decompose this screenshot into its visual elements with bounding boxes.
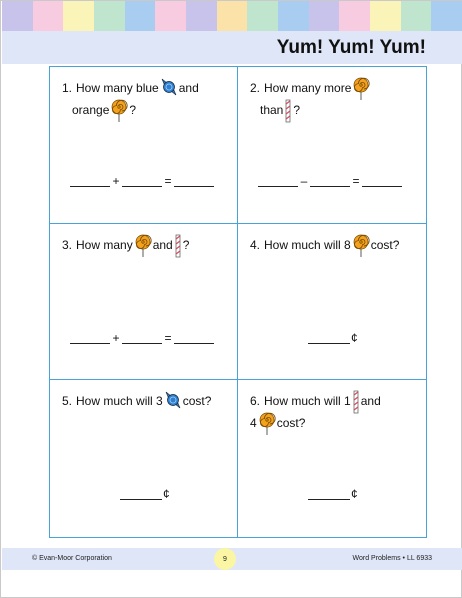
blue-wrapped-candy-icon xyxy=(164,390,182,412)
question-text: cost? xyxy=(276,416,306,431)
striped-candy-stick-icon xyxy=(352,390,360,412)
answer-blank[interactable] xyxy=(120,488,162,500)
problem-2 xyxy=(238,67,426,224)
color-stripe xyxy=(186,1,217,31)
answer-cents xyxy=(308,488,358,500)
question-text: than xyxy=(260,103,284,117)
question-text: How much will 1 xyxy=(264,394,351,409)
color-stripe xyxy=(278,1,309,31)
answer-cents xyxy=(120,488,170,500)
answer-blank[interactable] xyxy=(70,332,110,344)
color-stripe xyxy=(2,1,33,31)
problem-number: 4. xyxy=(250,237,261,252)
orange-lollipop-icon xyxy=(352,77,370,99)
operator: = xyxy=(164,330,172,345)
question-text: cost? xyxy=(370,237,400,252)
page-title: Yum! Yum! Yum! xyxy=(276,36,426,58)
color-stripe xyxy=(125,1,156,31)
question-text: orange xyxy=(72,103,110,117)
color-stripe xyxy=(247,1,278,31)
operator: – xyxy=(300,174,308,188)
operator: = xyxy=(352,174,360,188)
question-text: ? xyxy=(129,103,137,117)
problem-4 xyxy=(238,224,426,381)
answer-equation xyxy=(70,175,214,187)
title-band xyxy=(2,31,462,64)
question-text: 4 xyxy=(250,416,257,431)
problem-1-question xyxy=(62,77,199,121)
question-text: How many blue xyxy=(76,81,159,95)
color-stripe xyxy=(339,1,370,31)
question-text: How much will 8 xyxy=(264,237,351,252)
color-stripe xyxy=(217,1,248,31)
problem-number: 3. xyxy=(62,237,73,252)
problem-number: 6. xyxy=(250,394,261,409)
color-stripe xyxy=(309,1,340,31)
color-stripe xyxy=(63,1,94,31)
page-number-badge: 9 xyxy=(214,548,236,570)
pastel-color-strip xyxy=(2,1,462,31)
color-stripe xyxy=(370,1,401,31)
problem-3-question xyxy=(62,234,189,256)
orange-lollipop-icon xyxy=(352,234,370,256)
answer-blank[interactable] xyxy=(122,332,162,344)
striped-candy-stick-icon xyxy=(284,99,292,121)
problems-grid xyxy=(49,66,427,538)
orange-lollipop-icon xyxy=(258,412,276,434)
answer-blank[interactable] xyxy=(258,175,298,187)
problem-5 xyxy=(50,380,238,537)
answer-blank[interactable] xyxy=(362,175,402,187)
question-text: and xyxy=(152,237,173,252)
problem-number: 1. xyxy=(62,81,73,95)
cents-symbol: ¢ xyxy=(163,487,170,502)
problem-number: 5. xyxy=(62,394,73,409)
page-footer xyxy=(2,548,462,570)
orange-lollipop-icon xyxy=(110,99,128,121)
answer-blank[interactable] xyxy=(174,175,214,187)
question-text: ? xyxy=(293,103,301,117)
problem-2-question xyxy=(250,77,371,121)
operator: + xyxy=(112,174,120,188)
copyright-text: © Evan-Moor Corporation xyxy=(32,555,112,562)
operator: + xyxy=(112,330,120,345)
answer-blank[interactable] xyxy=(70,175,110,187)
problem-3 xyxy=(50,224,238,381)
color-stripe xyxy=(94,1,125,31)
answer-blank[interactable] xyxy=(174,332,214,344)
answer-blank[interactable] xyxy=(122,175,162,187)
color-stripe xyxy=(431,1,462,31)
problem-6-question xyxy=(250,390,381,434)
striped-candy-stick-icon xyxy=(174,234,182,256)
answer-blank[interactable] xyxy=(308,488,350,500)
orange-lollipop-icon xyxy=(134,234,152,256)
answer-equation xyxy=(70,332,214,344)
problem-number: 2. xyxy=(250,81,261,95)
question-text: How many more xyxy=(264,81,352,95)
question-text: How many xyxy=(76,237,133,252)
cents-symbol: ¢ xyxy=(351,487,358,502)
answer-cents xyxy=(308,332,358,344)
blue-wrapped-candy-icon xyxy=(160,77,178,99)
answer-blank[interactable] xyxy=(308,332,350,344)
answer-blank[interactable] xyxy=(310,175,350,187)
operator: = xyxy=(164,174,172,188)
color-stripe xyxy=(33,1,64,31)
question-text: cost? xyxy=(182,394,212,409)
question-text: and xyxy=(360,394,381,409)
question-text: and xyxy=(178,81,199,95)
color-stripe xyxy=(401,1,432,31)
book-reference: Word Problems • LL 6933 xyxy=(352,555,432,562)
problem-1 xyxy=(50,67,238,224)
question-text: How much will 3 xyxy=(76,394,163,409)
cents-symbol: ¢ xyxy=(351,330,358,345)
question-text: ? xyxy=(182,237,190,252)
problem-5-question xyxy=(62,390,211,412)
color-stripe xyxy=(155,1,186,31)
problem-4-question xyxy=(250,234,399,256)
problem-6 xyxy=(238,380,426,537)
answer-equation xyxy=(258,175,402,187)
